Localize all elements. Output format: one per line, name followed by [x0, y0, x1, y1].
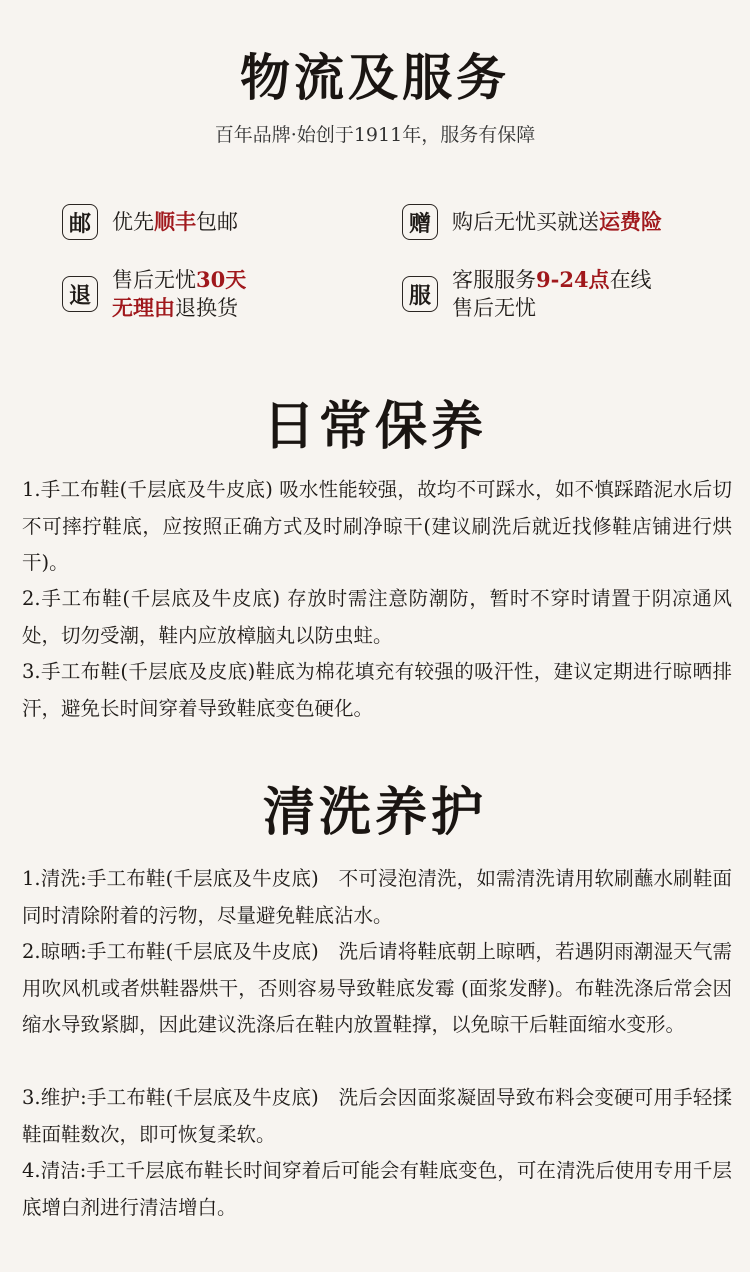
mail-badge-icon: 邮 [62, 204, 98, 240]
cleaning-item: 3.维护:手工布鞋(千层底及牛皮底) 洗后会因面浆凝固导致布料会变硬可用手轻揉鞋面鞋数次，即可恢复柔软。 [22, 1086, 732, 1146]
service-line1-pre: 售后无忧 [112, 268, 196, 292]
service-post: 包邮 [196, 210, 238, 234]
service-line1-highlight: 9-24点 [536, 267, 610, 292]
service-highlight: 顺丰 [154, 209, 196, 234]
service-customer-support [402, 266, 652, 322]
care-item: 2.手工布鞋(千层底及牛皮底) 存放时需注意防潮防，暂时不穿时请置于阴凉通风处，切勿受潮，鞋内应放樟脑丸以防虫蛀。 [22, 587, 732, 647]
service-badge-icon: 服 [402, 276, 438, 312]
service-text [452, 266, 652, 322]
service-text [112, 266, 246, 322]
service-highlight: 运费险 [599, 209, 662, 234]
service-text [112, 208, 238, 236]
cleaning-item: 1.清洗:手工布鞋(千层底及牛皮底) 不可浸泡清洗，如需清洗请用软刷蘸水刷鞋面同时清除附着的污物，尽量避免鞋底沾水。 [22, 867, 732, 927]
care-item: 1.手工布鞋(千层底及牛皮底) 吸水性能较强，故均不可踩水，如不慎踩踏泥水后切不可摔拧鞋底，应按照正确方式及时刷净晾干(建议刷洗后就近找修鞋店铺进行烘干)。 [22, 478, 732, 574]
service-line1-pre: 客服服务 [452, 268, 536, 292]
service-line1-highlight: 30天 [196, 267, 247, 292]
return-badge-icon: 退 [62, 276, 98, 312]
service-line1-post: 在线 [609, 268, 652, 292]
gift-badge-icon: 赠 [402, 204, 438, 240]
service-pre: 优先 [112, 210, 154, 234]
logistics-title: 物流及服务 [240, 48, 510, 107]
service-line2: 售后无忧 [452, 296, 536, 320]
care-item: 3.手工布鞋(千层底及皮底)鞋底为棉花填充有较强的吸汗性，建议定期进行晾晒排汗，避免长时间穿着导致鞋底变色硬化。 [22, 660, 732, 720]
service-line2-highlight: 无理由 [112, 295, 175, 320]
cleaning-title: 清洗养护 [262, 782, 487, 843]
cleaning-item: 2.晾晒:手工布鞋(千层底及牛皮底) 洗后请将鞋底朝上晾晒，若遇阴雨潮湿天气需用吹风机或者烘鞋器烘干，否则容易导致鞋底发霉 (面浆发酵)。布鞋洗涤后常会因缩水导致紧脚，因此建议洗涤后在鞋内放置鞋撑，以免晾干后鞋面缩水变形。 [22, 940, 732, 1036]
daily-care-title: 日常保养 [262, 396, 487, 457]
service-pre: 购后无忧买就送 [452, 210, 599, 234]
service-returns [62, 266, 246, 322]
service-line2-post: 退换货 [175, 296, 238, 320]
cleaning-item: 4.清洁:手工千层底布鞋长时间穿着后可能会有鞋底变色，可在清洗后使用专用千层底增白剂进行清洁增白。 [22, 1159, 732, 1219]
service-shipping-insurance [402, 204, 662, 240]
service-text [452, 208, 662, 236]
brand-subtitle: 百年品牌·始创于1911年，服务有保障 [214, 124, 536, 146]
service-free-shipping [62, 204, 238, 240]
